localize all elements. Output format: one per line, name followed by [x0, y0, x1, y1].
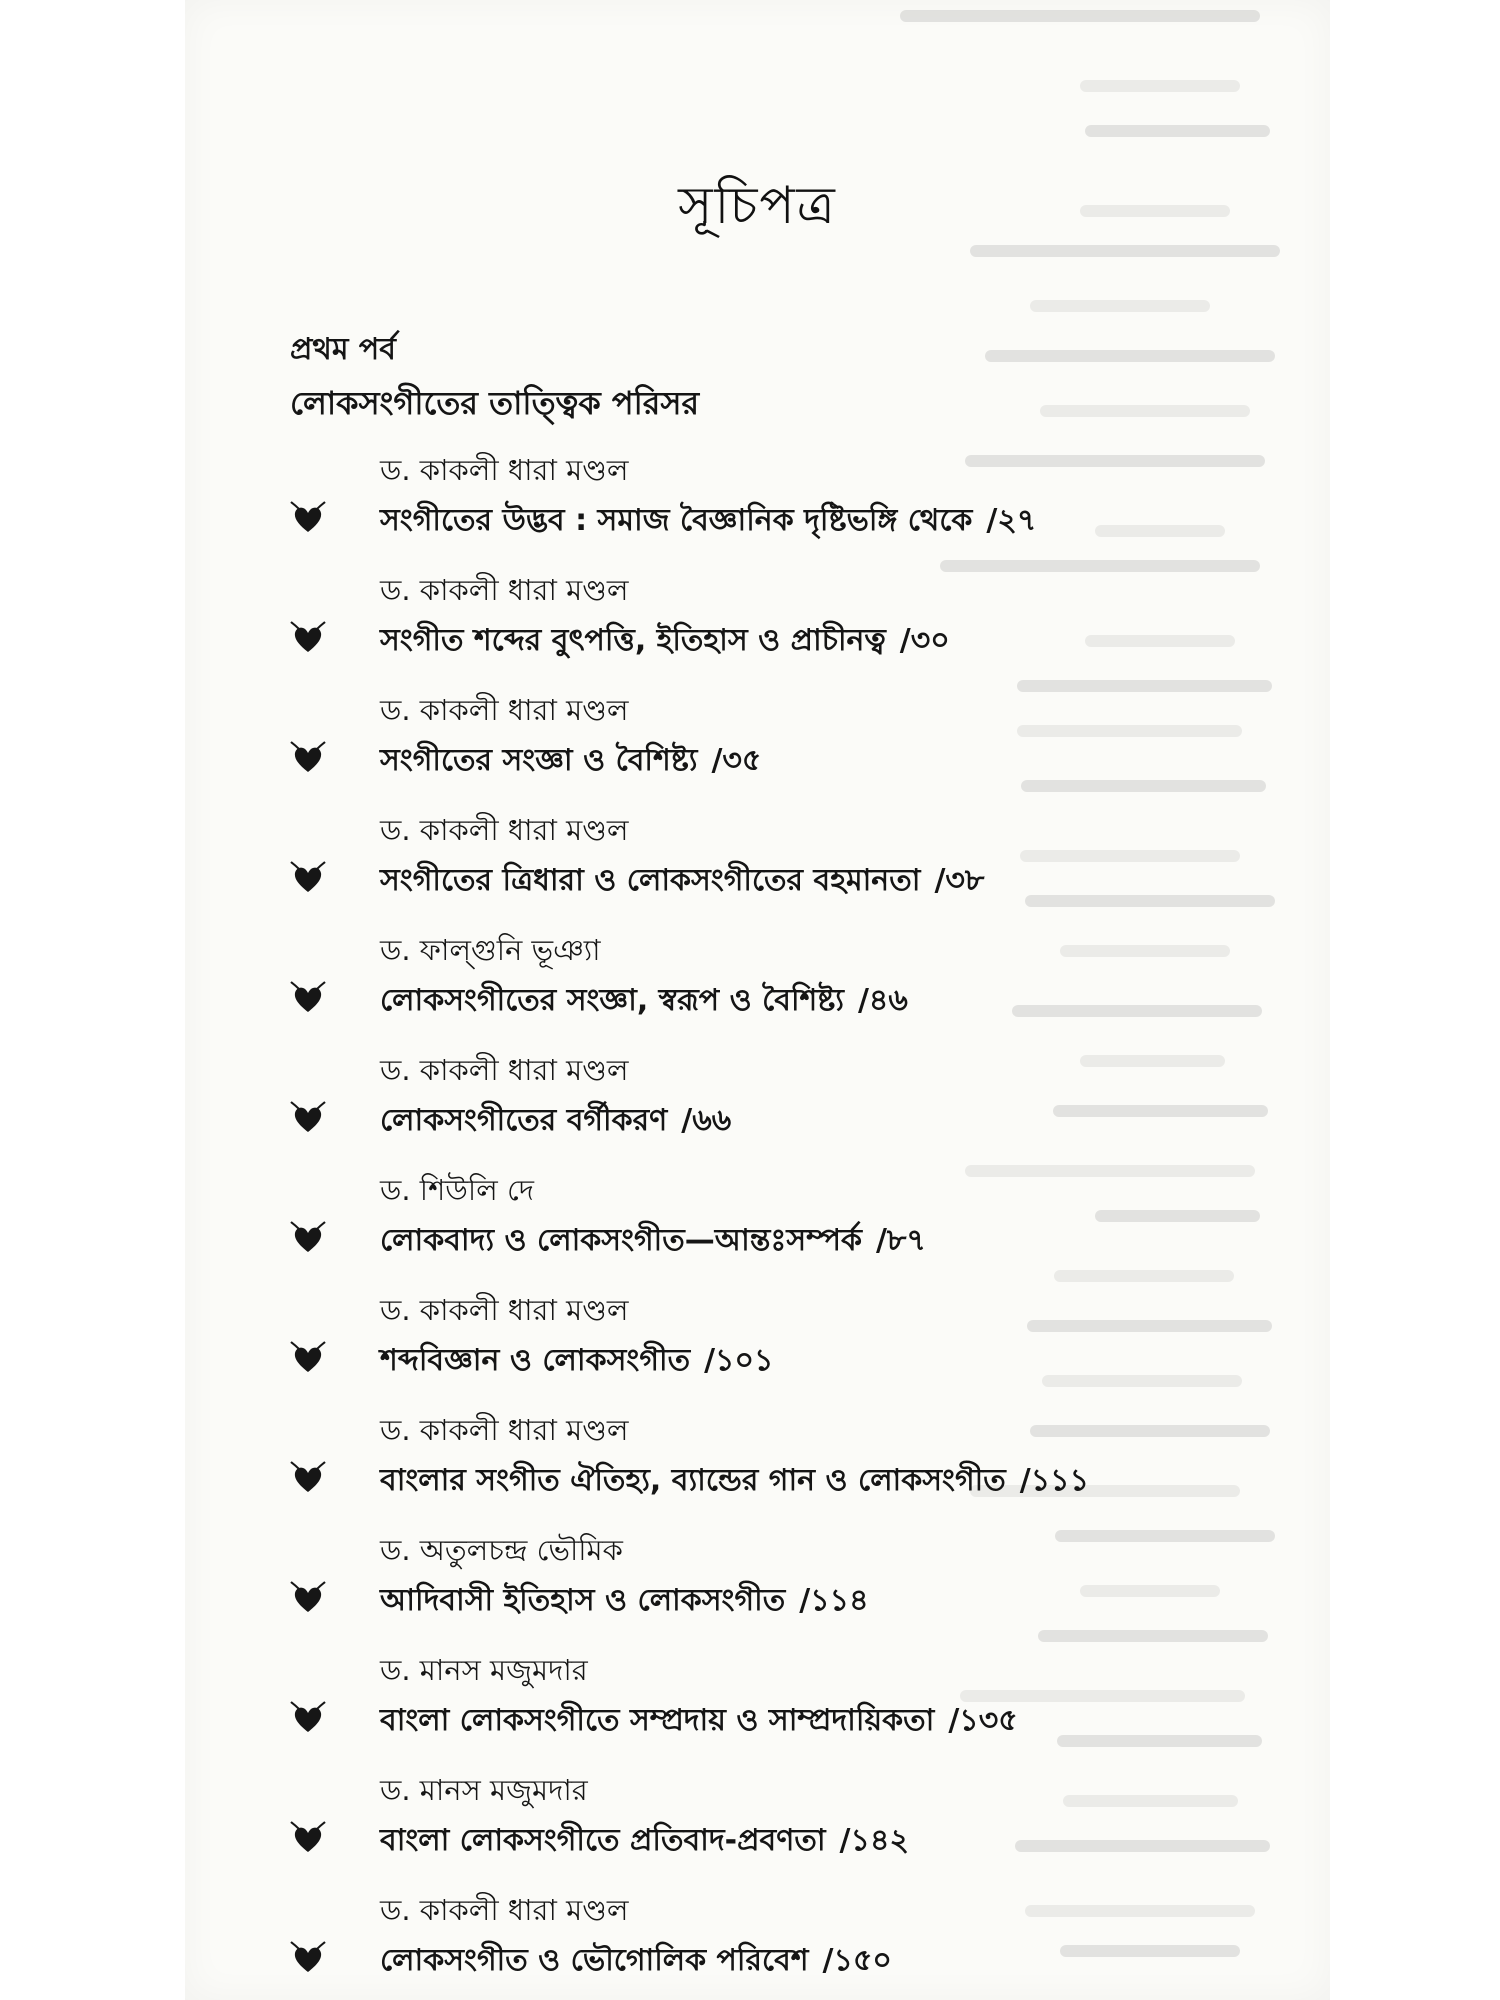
entry-page-number: /১৪২: [839, 1823, 909, 1858]
toc-entry: [185, 568, 1285, 680]
entry-page-number: /৪৬: [857, 983, 908, 1018]
toc-entry: [185, 1288, 1285, 1400]
toc-entry: [185, 1888, 1285, 2000]
entry-author: ড. কাকলী ধারা মণ্ডল: [380, 573, 629, 607]
toc-entry: [185, 1648, 1285, 1760]
heart-leaf-bullet-icon: [290, 1221, 326, 1257]
entry-title: লোকবাদ্য ও লোকসংগীত—আন্তঃসম্পর্ক: [380, 1223, 862, 1258]
entry-title-line: [380, 736, 761, 787]
heart-leaf-bullet-icon: [290, 1941, 326, 1977]
page-title: সূচিপত্র: [678, 176, 837, 236]
entry-title: সংগীতের উদ্ভব : সমাজ বৈজ্ঞানিক দৃষ্টিভঙ্গি থেকে: [380, 503, 973, 538]
toc-entry: [185, 928, 1285, 1040]
entry-title: সংগীতের ত্রিধারা ও লোকসংগীতের বহমানতা: [380, 863, 921, 898]
toc-entry: [185, 1768, 1285, 1880]
book-page: [185, 0, 1330, 2000]
entry-author: ড. অতুলচন্দ্র ভৌমিক: [380, 1533, 623, 1567]
entry-author: ড. কাকলী ধারা মণ্ডল: [380, 1413, 629, 1447]
entry-page-number: /৩০: [899, 623, 950, 658]
entry-title-line: [380, 616, 950, 667]
heart-leaf-bullet-icon: [290, 621, 326, 657]
entry-title: বাংলা লোকসংগীতে সম্প্রদায় ও সাম্প্রদায়িকতা: [380, 1703, 935, 1738]
entry-title-line: [380, 1696, 1018, 1747]
heart-leaf-bullet-icon: [290, 741, 326, 777]
toc-entry: [185, 808, 1285, 920]
entry-title: লোকসংগীত ও ভৌগোলিক পরিবেশ: [380, 1943, 809, 1978]
toc-entry: [185, 448, 1285, 560]
entry-page-number: /৬৬: [681, 1103, 732, 1138]
entry-title-line: [380, 976, 908, 1027]
heart-leaf-bullet-icon: [290, 1821, 326, 1857]
entry-title-line: [380, 1216, 926, 1267]
toc-entry: [185, 1408, 1285, 1520]
entry-author: ড. কাকলী ধারা মণ্ডল: [380, 813, 629, 847]
entry-author: ড. মানস মজুমদার: [380, 1773, 588, 1807]
entry-title: লোকসংগীতের বর্গীকরণ: [380, 1103, 668, 1138]
entry-author: ড. মানস মজুমদার: [380, 1653, 588, 1687]
entry-author: ড. কাকলী ধারা মণ্ডল: [380, 693, 629, 727]
heart-leaf-bullet-icon: [290, 501, 326, 537]
heart-leaf-bullet-icon: [290, 1101, 326, 1137]
entry-page-number: /১১১: [1019, 1463, 1090, 1498]
part-subtitle: লোকসংগীতের তাত্ত্বিক পরিসর: [290, 384, 700, 422]
entry-title: আদিবাসী ইতিহাস ও লোকসংগীত: [380, 1583, 786, 1618]
toc-entry: [185, 1528, 1285, 1640]
heart-leaf-bullet-icon: [290, 981, 326, 1017]
toc-entry: [185, 688, 1285, 800]
heart-leaf-bullet-icon: [290, 861, 326, 897]
toc-entry: [185, 1168, 1285, 1280]
entry-page-number: /১৩৫: [948, 1703, 1018, 1738]
entry-title-line: [380, 1816, 909, 1867]
entry-title: লোকসংগীতের সংজ্ঞা, স্বরূপ ও বৈশিষ্ট্য: [380, 983, 844, 1018]
entry-title-line: [380, 1096, 731, 1147]
entry-author: ড. কাকলী ধারা মণ্ডল: [380, 1053, 629, 1087]
entry-title-line: [380, 1936, 892, 1987]
part-label: প্রথম পর্ব: [290, 332, 396, 367]
entry-page-number: /১০১: [704, 1343, 774, 1378]
entry-title-line: [380, 1456, 1089, 1507]
entry-title: বাংলা লোকসংগীতে প্রতিবাদ-প্রবণতা: [380, 1823, 826, 1858]
entry-title: বাংলার সংগীত ঐতিহ্য, ব্যান্ডের গান ও লোকসংগীত: [380, 1463, 1006, 1498]
entry-title-line: [380, 856, 984, 907]
entry-author: ড. কাকলী ধারা মণ্ডল: [380, 1293, 629, 1327]
entry-title-line: [380, 496, 1036, 547]
entry-page-number: /৩৮: [934, 863, 985, 898]
entry-page-number: /৩৫: [711, 743, 762, 778]
entry-page-number: /৮৭: [875, 1223, 926, 1258]
heart-leaf-bullet-icon: [290, 1341, 326, 1377]
toc-entry: [185, 1048, 1285, 1160]
entry-title-line: [380, 1336, 774, 1387]
heart-leaf-bullet-icon: [290, 1461, 326, 1497]
entry-title: শব্দবিজ্ঞান ও লোকসংগীত: [380, 1343, 691, 1378]
entry-page-number: /২৭: [986, 503, 1037, 538]
entry-author: ড. কাকলী ধারা মণ্ডল: [380, 1893, 629, 1927]
entry-author: ড. ফাল্গুনি ভূঞ্যা: [380, 933, 601, 967]
entry-author: ড. কাকলী ধারা মণ্ডল: [380, 453, 629, 487]
entry-title-line: [380, 1576, 869, 1627]
heart-leaf-bullet-icon: [290, 1581, 326, 1617]
entry-page-number: /১১৪: [799, 1583, 869, 1618]
heart-leaf-bullet-icon: [290, 1701, 326, 1737]
entry-title: সংগীতের সংজ্ঞা ও বৈশিষ্ট্য: [380, 743, 698, 778]
entry-author: ড. শিউলি দে: [380, 1173, 534, 1207]
entry-page-number: /১৫০: [822, 1943, 892, 1978]
entry-title: সংগীত শব্দের বুৎপত্তি, ইতিহাস ও প্রাচীনত্ব: [380, 623, 886, 658]
